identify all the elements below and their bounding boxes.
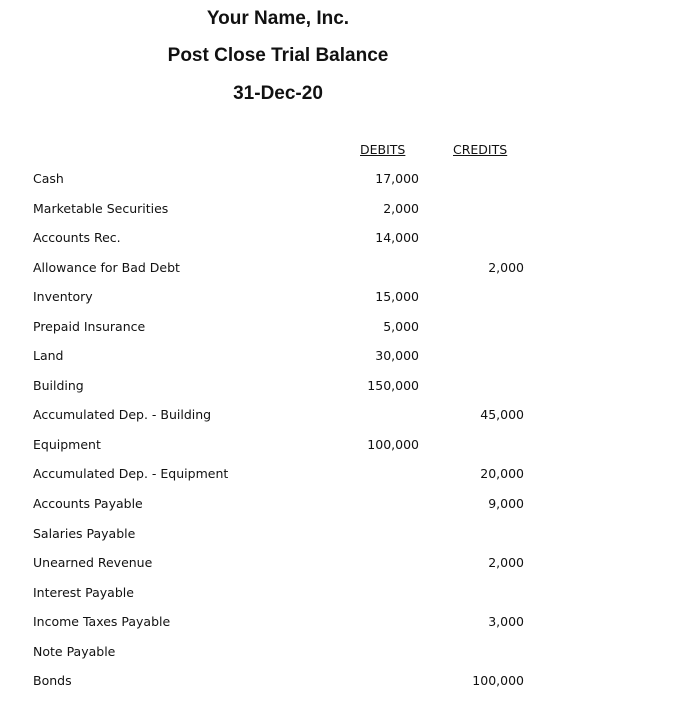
table-row [0, 578, 689, 608]
table-row [0, 666, 689, 696]
account-name: Accounts Rec. [33, 230, 121, 246]
debit-amount: 2,000 [383, 200, 419, 216]
account-name: Unearned Revenue [33, 555, 153, 571]
table-row [0, 253, 689, 283]
credit-amount: 45,000 [480, 407, 524, 423]
account-name: Inventory [33, 289, 93, 305]
debit-amount: 30,000 [375, 348, 419, 364]
account-name: Accounts Payable [33, 496, 143, 512]
trial-balance-table [0, 164, 689, 696]
table-row [0, 371, 689, 401]
table-row [0, 282, 689, 312]
account-name: Land [33, 348, 64, 364]
credit-amount: 2,000 [488, 555, 524, 571]
account-name: Interest Payable [33, 584, 134, 600]
account-name: Building [33, 377, 84, 393]
debit-amount: 150,000 [367, 377, 419, 393]
credit-amount: 3,000 [488, 614, 524, 630]
debit-amount: 15,000 [375, 289, 419, 305]
credit-amount: 2,000 [488, 259, 524, 275]
account-name: Salaries Payable [33, 525, 136, 541]
company-title: Your Name, Inc. [206, 8, 350, 29]
account-name: Bonds [33, 673, 72, 689]
account-name: Equipment [33, 436, 101, 452]
table-row [0, 164, 689, 194]
account-name: Accumulated Dep. - Building [33, 407, 212, 423]
account-name: Note Payable [33, 643, 116, 659]
debit-amount: 14,000 [375, 230, 419, 246]
table-row [0, 194, 689, 224]
account-name: Prepaid Insurance [33, 318, 146, 334]
table-row [0, 489, 689, 519]
table-row [0, 430, 689, 460]
credit-amount: 9,000 [488, 496, 524, 512]
table-row [0, 341, 689, 371]
table-row [0, 400, 689, 430]
table-row [0, 312, 689, 342]
debit-amount: 5,000 [383, 318, 419, 334]
report-title: Post Close Trial Balance [167, 45, 389, 66]
table-row [0, 548, 689, 578]
debits-column-header: DEBITS [360, 142, 406, 157]
account-name: Cash [33, 171, 64, 186]
table-row [0, 223, 689, 253]
report-date: 31-Dec-20 [233, 83, 323, 104]
credit-amount: 20,000 [480, 466, 524, 482]
table-row [0, 637, 689, 667]
debit-amount: 100,000 [367, 436, 419, 452]
account-name: Marketable Securities [33, 200, 169, 216]
table-row [0, 607, 689, 637]
account-name: Allowance for Bad Debt [33, 259, 180, 275]
account-name: Accumulated Dep. - Equipment [33, 466, 229, 482]
credit-amount: 100,000 [472, 673, 524, 689]
table-row [0, 459, 689, 489]
table-row [0, 519, 689, 549]
account-name: Income Taxes Payable [33, 614, 171, 630]
credits-column-header: CREDITS [453, 142, 508, 157]
debit-amount: 17,000 [375, 171, 419, 186]
